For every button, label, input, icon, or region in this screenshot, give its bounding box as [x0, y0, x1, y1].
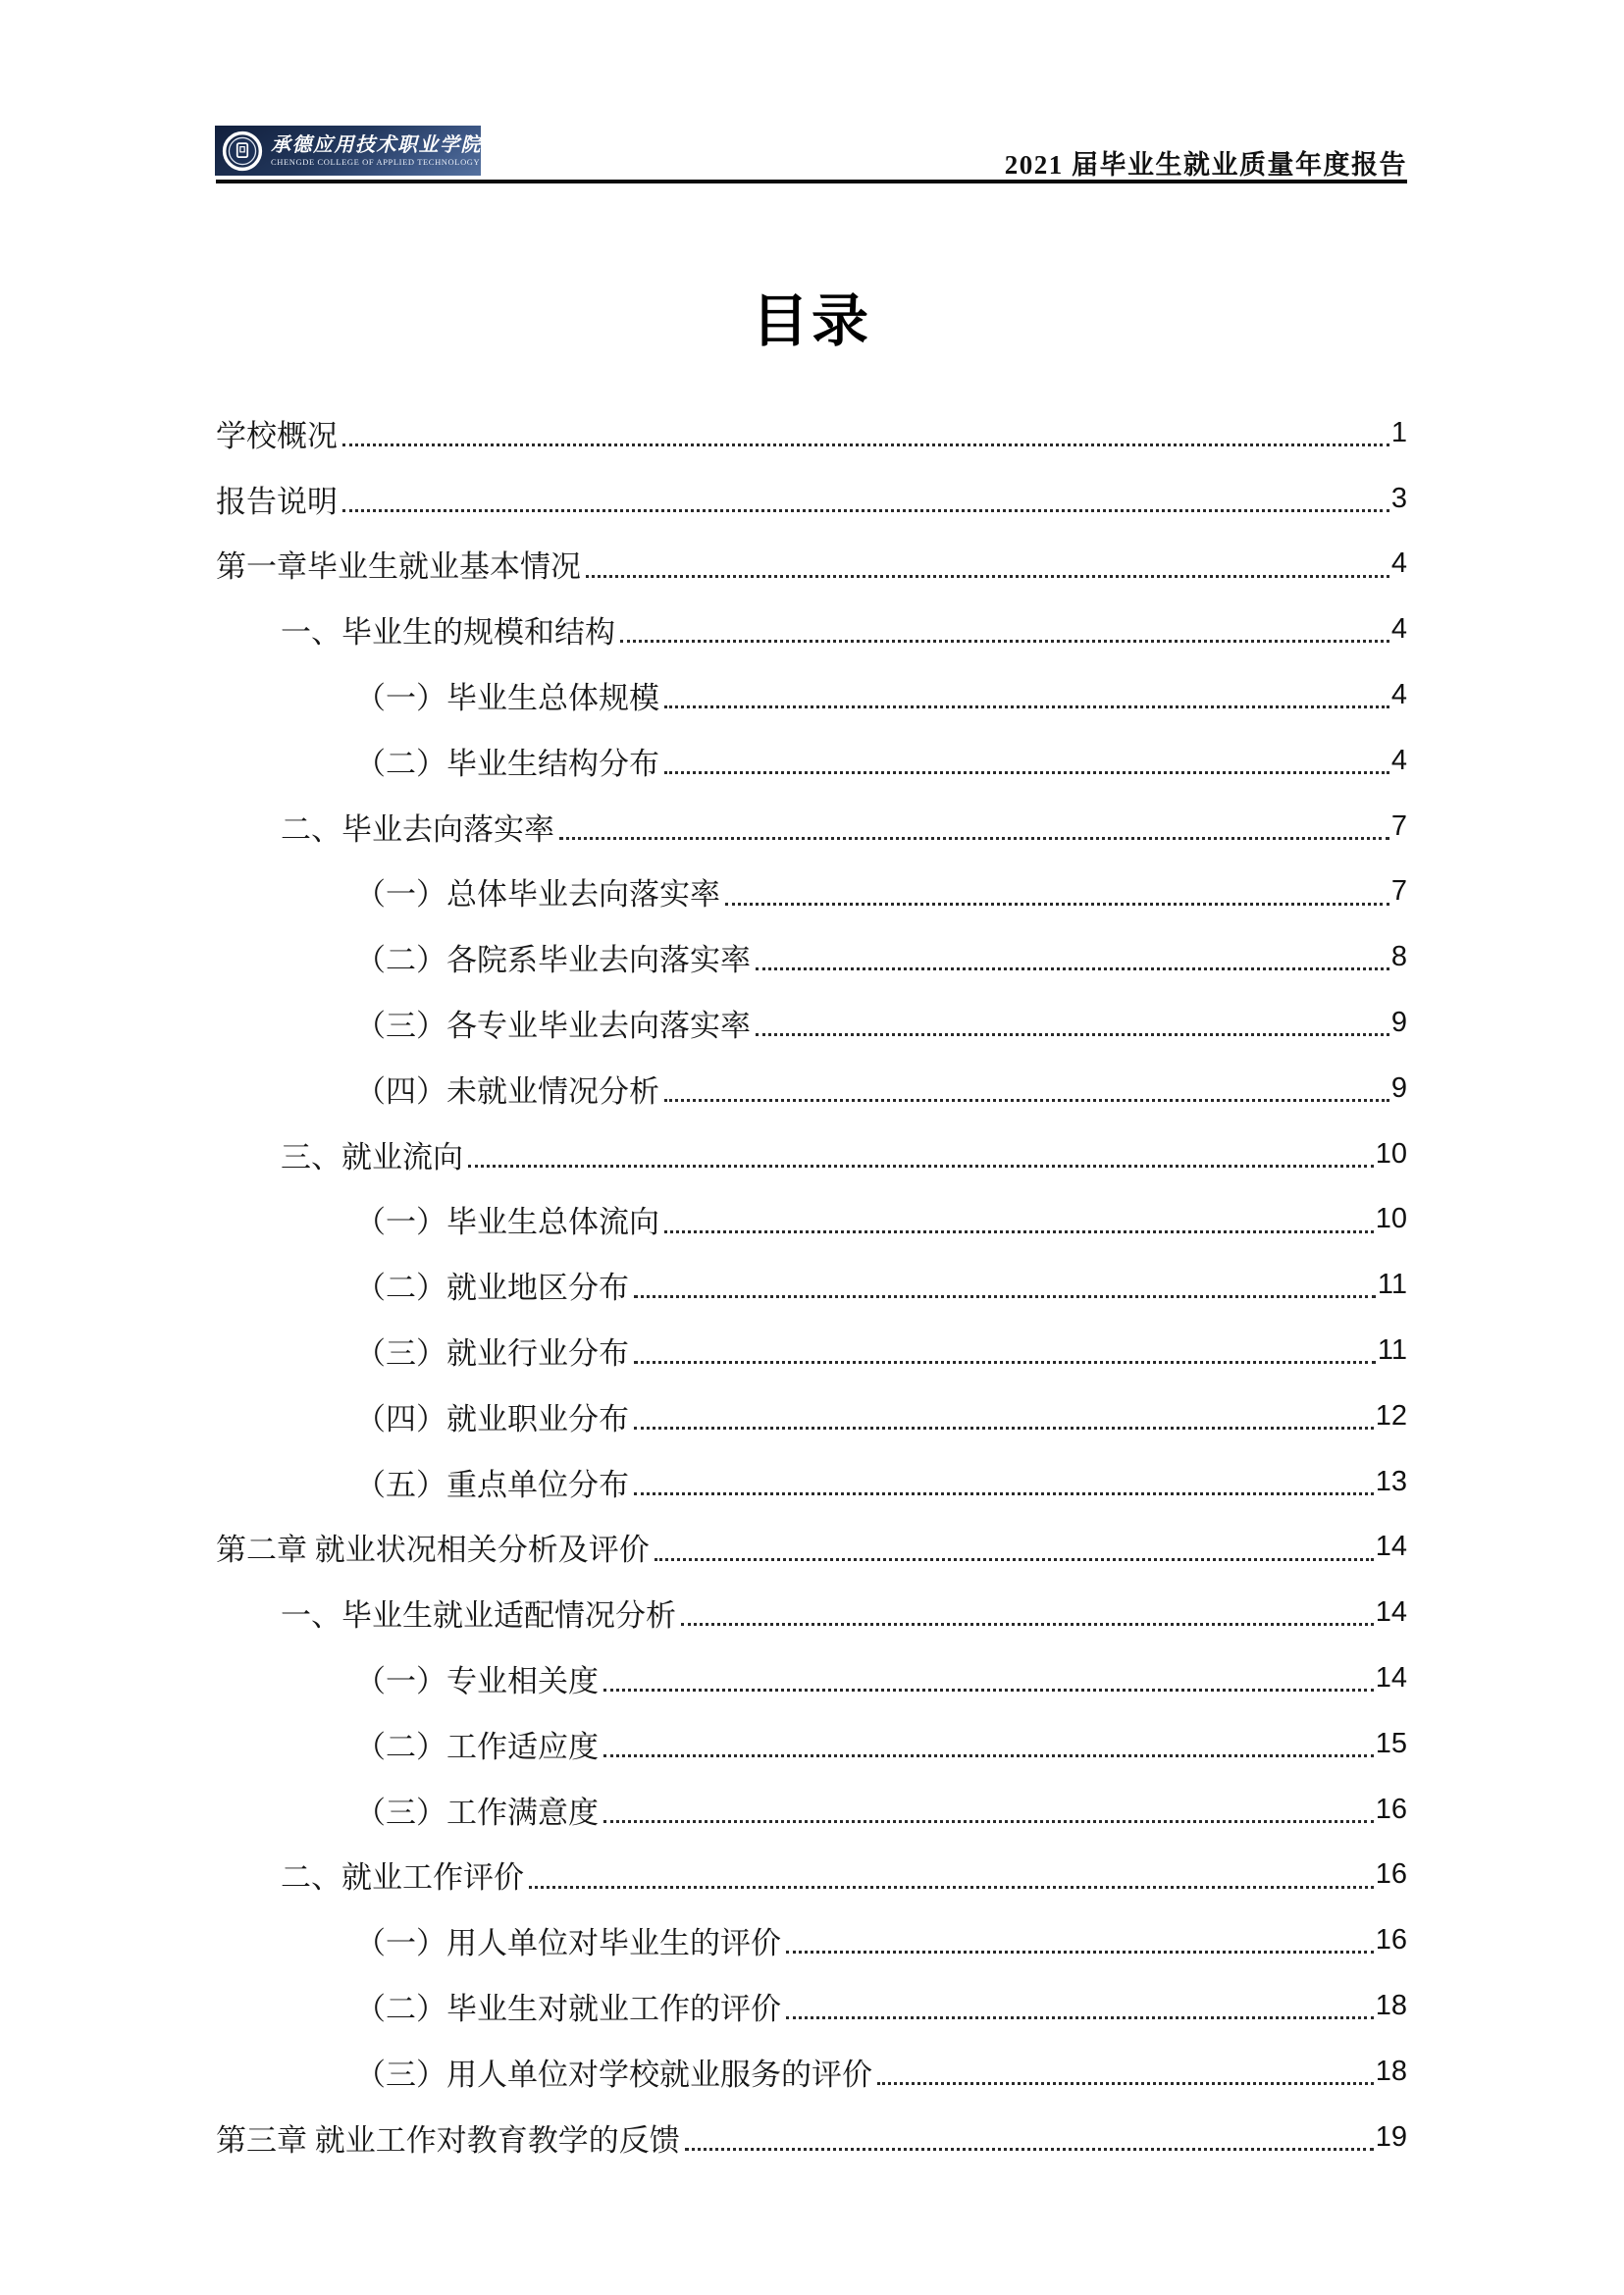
toc-entry-label: （二）各院系毕业去向落实率 — [355, 943, 751, 978]
toc-entry — [216, 532, 1407, 598]
dot-leader — [559, 794, 1389, 840]
toc-entry — [216, 990, 1407, 1056]
toc-entry-page-number: 14 — [1375, 1596, 1407, 1629]
toc-entry-label: （三）就业行业分布 — [355, 1336, 629, 1372]
dot-leader — [664, 728, 1389, 774]
toc-entry — [216, 860, 1407, 925]
toc-entry-label: 报告说明 — [216, 484, 338, 519]
dot-leader — [586, 532, 1389, 578]
toc-entry — [216, 1645, 1407, 1711]
report-title: 2021 届毕业生就业质量年度报告 — [1004, 150, 1407, 180]
toc-entry — [216, 1580, 1407, 1645]
toc-entry-label: （二）工作适应度 — [355, 1729, 599, 1764]
dot-leader — [681, 1580, 1374, 1626]
toc-entry — [216, 794, 1407, 860]
toc-entry-label: 二、就业工作评价 — [281, 1860, 524, 1896]
toc-entry-page-number: 9 — [1390, 1071, 1407, 1104]
toc-entry-page-number: 3 — [1390, 482, 1407, 514]
toc-entry — [216, 2105, 1407, 2170]
dot-leader — [634, 1252, 1376, 1298]
toc-entry — [216, 1973, 1407, 2039]
toc-entry-label: 三、就业流向 — [281, 1139, 463, 1174]
page-title: 目录 — [751, 289, 871, 353]
toc-entry — [216, 1056, 1407, 1121]
dot-leader — [655, 1515, 1374, 1561]
toc-entry — [216, 1777, 1407, 1843]
toc-list — [216, 400, 1407, 2170]
dot-leader — [634, 1449, 1374, 1495]
toc-entry — [216, 1515, 1407, 1581]
toc-entry-label: （二）就业地区分布 — [355, 1271, 629, 1306]
toc-entry-page-number: 15 — [1375, 1727, 1407, 1759]
toc-entry — [216, 1383, 1407, 1449]
dot-leader — [664, 1187, 1374, 1233]
toc-entry-label: （三）用人单位对学校就业服务的评价 — [355, 2057, 872, 2092]
toc-entry-label: 一、毕业生的规模和结构 — [281, 615, 615, 651]
toc-entry — [216, 1449, 1407, 1515]
toc-entry-page-number: 19 — [1375, 2120, 1407, 2153]
toc-entry-label: （一）总体毕业去向落实率 — [355, 877, 720, 913]
toc-entry-page-number: 4 — [1390, 613, 1407, 646]
toc-entry — [216, 1252, 1407, 1318]
toc-entry-page-number: 18 — [1375, 2055, 1407, 2087]
dot-leader — [756, 990, 1389, 1036]
dot-leader — [603, 1777, 1374, 1823]
dot-leader — [725, 860, 1389, 906]
toc-entry-page-number: 1 — [1390, 416, 1407, 448]
toc-entry-label: （二）毕业生结构分布 — [355, 746, 659, 781]
college-logo — [215, 126, 481, 176]
toc-entry-page-number: 14 — [1375, 1662, 1407, 1695]
toc-entry-label: （四）就业职业分布 — [355, 1401, 629, 1436]
toc-entry-page-number: 4 — [1390, 548, 1407, 580]
dot-leader — [634, 1318, 1376, 1364]
dot-leader — [603, 1711, 1374, 1757]
toc-entry — [216, 1711, 1407, 1777]
toc-entry-label: 第一章毕业生就业基本情况 — [216, 549, 581, 585]
dot-leader — [664, 1056, 1389, 1102]
toc-entry-label: 学校概况 — [216, 418, 338, 453]
college-logo-text — [271, 133, 482, 168]
toc-entry-label: 第二章 就业状况相关分析及评价 — [216, 1533, 650, 1568]
toc-entry-page-number: 12 — [1375, 1399, 1407, 1432]
toc-entry-page-number: 7 — [1390, 875, 1407, 908]
toc-entry-label: （一）用人单位对毕业生的评价 — [355, 1926, 781, 1961]
toc-entry — [216, 2039, 1407, 2105]
toc-entry-label: （三）各专业毕业去向落实率 — [355, 1009, 751, 1044]
toc-entry-page-number: 4 — [1390, 679, 1407, 711]
dot-leader — [756, 924, 1389, 970]
college-name-zh: 承德应用技术职业学院 — [271, 134, 482, 156]
toc-entry — [216, 728, 1407, 794]
toc-entry — [216, 466, 1407, 532]
toc-entry-label: （五）重点单位分布 — [355, 1467, 629, 1502]
toc-entry-label: （四）未就业情况分析 — [355, 1073, 659, 1109]
toc-entry-page-number: 8 — [1390, 941, 1407, 973]
dot-leader — [634, 1383, 1374, 1430]
toc-entry-page-number: 11 — [1377, 1334, 1407, 1367]
toc-entry-page-number: 18 — [1375, 1990, 1407, 2022]
dot-leader — [664, 662, 1389, 708]
toc-entry-page-number: 16 — [1375, 1793, 1407, 1825]
toc-entry — [216, 924, 1407, 990]
dot-leader — [620, 597, 1389, 643]
toc-entry-page-number: 4 — [1390, 744, 1407, 776]
toc-entry-page-number: 7 — [1390, 809, 1407, 842]
header-rule — [216, 180, 1407, 183]
college-emblem-icon — [222, 130, 263, 172]
toc-entry-label: 一、毕业生就业适配情况分析 — [281, 1598, 676, 1634]
toc-entry-label: （三）工作满意度 — [355, 1795, 599, 1830]
dot-leader — [877, 2039, 1374, 2085]
dot-leader — [342, 466, 1389, 512]
toc-entry-page-number: 10 — [1375, 1203, 1407, 1235]
toc-entry-label: 二、毕业去向落实率 — [281, 811, 554, 847]
toc-entry-label: 第三章 就业工作对教育教学的反馈 — [216, 2122, 680, 2158]
toc-entry-page-number: 9 — [1390, 1007, 1407, 1039]
dot-leader — [603, 1645, 1374, 1692]
dot-leader — [529, 1843, 1374, 1889]
college-name-en: CHENGDE COLLEGE OF APPLIED TECHNOLOGY — [271, 157, 481, 167]
dot-leader — [786, 1973, 1374, 2019]
dot-leader — [786, 1907, 1374, 1954]
toc-entry — [216, 662, 1407, 728]
toc-entry — [216, 1318, 1407, 1383]
toc-entry-label: （一）毕业生总体规模 — [355, 681, 659, 716]
dot-leader — [685, 2105, 1374, 2151]
toc-entry-page-number: 14 — [1375, 1531, 1407, 1563]
dot-leader — [342, 400, 1389, 446]
toc-entry — [216, 1121, 1407, 1187]
toc-entry — [216, 400, 1407, 466]
toc-entry-page-number: 11 — [1377, 1269, 1407, 1301]
toc-entry-label: （一）专业相关度 — [355, 1664, 599, 1699]
toc-entry-page-number: 16 — [1375, 1858, 1407, 1891]
toc-entry-page-number: 10 — [1375, 1137, 1407, 1170]
toc-entry-label: （二）毕业生对就业工作的评价 — [355, 1992, 781, 2027]
toc-entry — [216, 1907, 1407, 1973]
toc-entry — [216, 597, 1407, 662]
dot-leader — [468, 1121, 1374, 1168]
toc-entry-page-number: 13 — [1375, 1465, 1407, 1497]
toc-entry — [216, 1187, 1407, 1253]
toc-entry-page-number: 16 — [1375, 1924, 1407, 1956]
toc-entry — [216, 1843, 1407, 1908]
toc-entry-label: （一）毕业生总体流向 — [355, 1205, 659, 1240]
